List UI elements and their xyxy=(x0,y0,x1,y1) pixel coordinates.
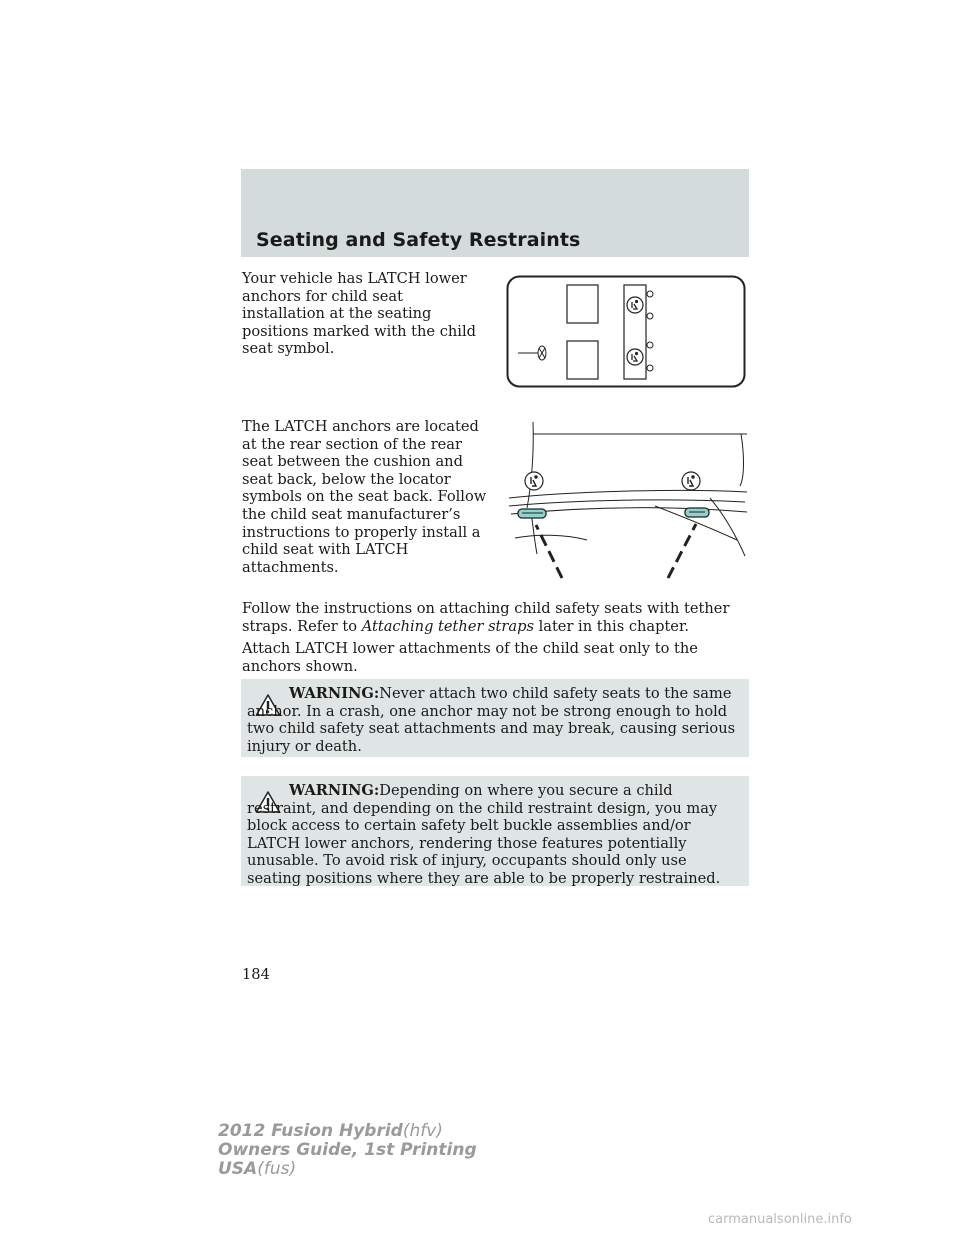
footer xyxy=(218,1122,477,1179)
warning-text: WARNING:Depending on where you secure a child restraint, and depending on the child restraint design, you may block access to certain safety belt buckle assemblies and/or LATCH lower anchors, rendering those features potentially unusable. To avoid risk of injury, occupants should only use seating positions where they are able to be properly restrained. xyxy=(247,782,721,887)
pointer-arrow-left xyxy=(536,525,562,578)
front-seat-left xyxy=(567,341,598,379)
warning-label: WARNING: xyxy=(289,782,380,799)
child-seat-symbol-icon xyxy=(627,297,643,313)
page-number: 184 xyxy=(242,966,270,983)
child-seat-symbol-icon xyxy=(627,349,643,365)
paragraph-latch-intro: Your vehicle has LATCH lower anchors for child seat installation at the seating positions marked with the child seat symbol. xyxy=(242,270,476,358)
latch-anchor-illustration xyxy=(505,420,750,582)
tether-straps-reference: Attaching tether straps xyxy=(361,617,534,635)
latch-anchor-left xyxy=(518,509,546,518)
footer-line-guide: Owners Guide, 1st Printing xyxy=(218,1140,477,1160)
child-seat-symbol-icon xyxy=(682,472,700,490)
front-seat-right xyxy=(567,285,598,323)
warning-box xyxy=(241,679,749,757)
watermark: carmanualsonline.info xyxy=(708,1212,852,1227)
warning-box xyxy=(241,776,749,886)
footer-line-model: 2012 Fusion Hybrid(hfv) xyxy=(218,1121,443,1141)
paragraph-tether-reference: Follow the instructions on attaching child safety seats with tether straps. Refer to Attaching tether straps later in this chapter. xyxy=(242,600,730,635)
footer-line-market: USA(fus) xyxy=(218,1159,297,1179)
seating-diagram xyxy=(506,275,746,389)
warning-label: WARNING: xyxy=(289,685,380,702)
section-title: Seating and Safety Restraints xyxy=(256,229,581,251)
pointer-arrow-right xyxy=(668,524,696,578)
paragraph-attach-instruction: Attach LATCH lower attachments of the child seat only to the anchors shown. xyxy=(242,640,698,675)
child-seat-symbol-icon xyxy=(525,472,543,490)
steering-wheel-icon xyxy=(538,346,546,360)
paragraph-latch-location: The LATCH anchors are located at the rear section of the rear seat between the cushion and seat back, below the locator symbols on the seat back. Follow the child seat manufacturer’s instructions to properly install a child seat with LATCH attachments. xyxy=(242,418,487,576)
warning-text: WARNING:Never attach two child safety seats to the same anchor. In a crash, one anchor may not be strong enough to hold two child safety seat attachments and may break, causing serious injury or death. xyxy=(247,685,736,755)
latch-anchor-right xyxy=(685,508,709,517)
